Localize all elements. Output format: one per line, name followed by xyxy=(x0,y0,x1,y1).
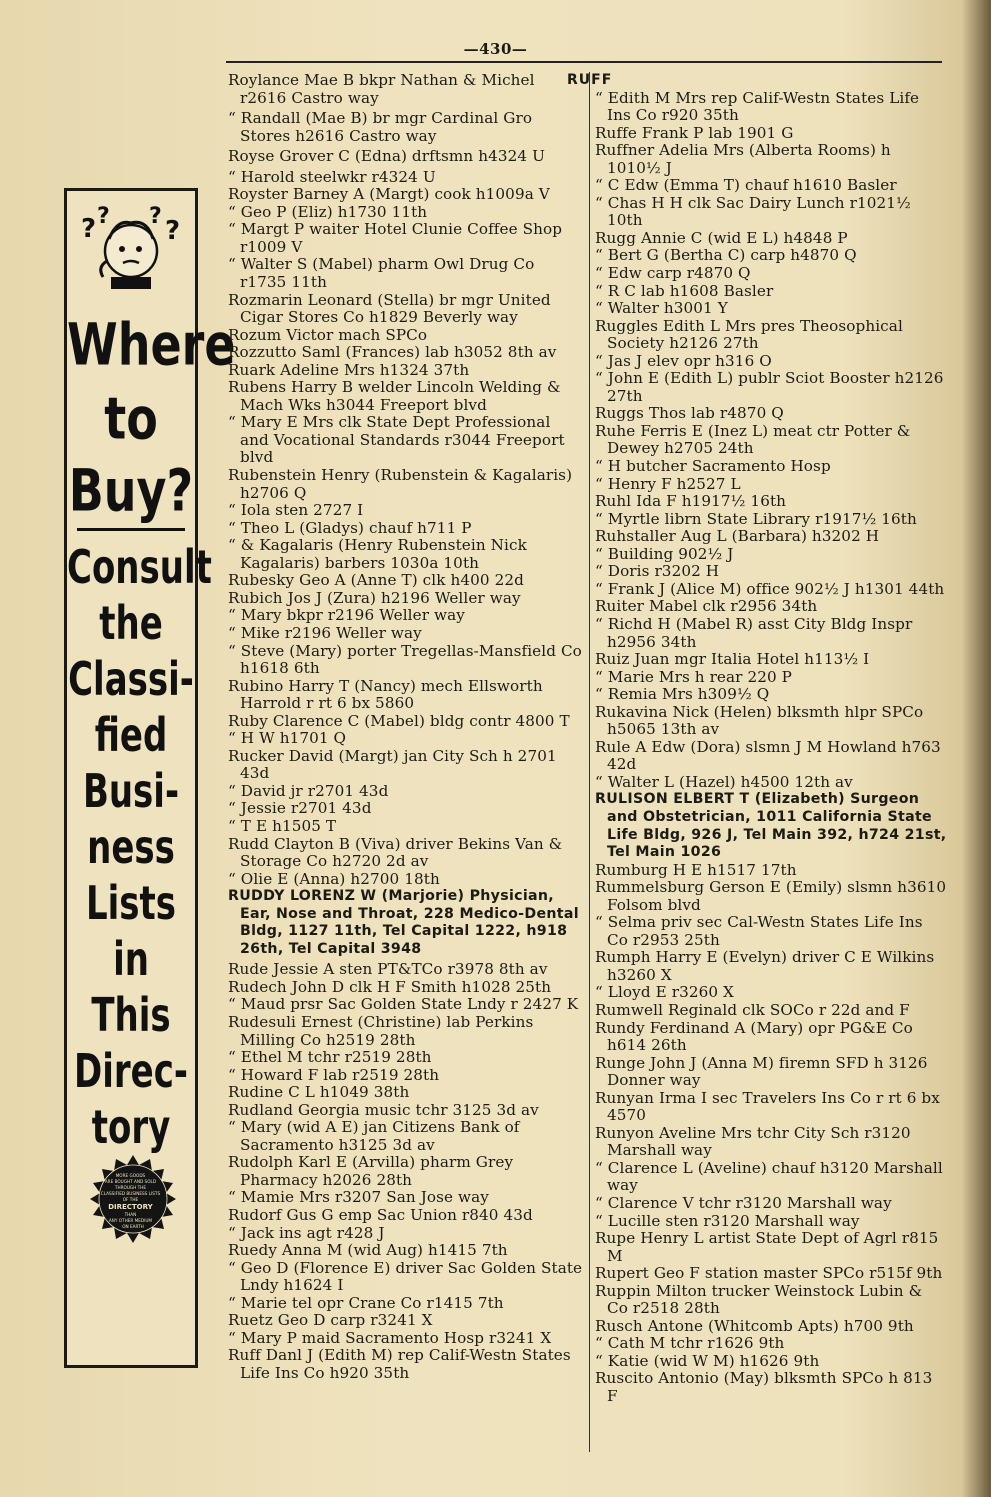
seal-line: MORE GOODS xyxy=(115,1173,146,1178)
listing-entry: Ruhl Ida F h1917½ 16th xyxy=(595,492,787,511)
listing-entry: Rozum Victor mach SPCo xyxy=(228,325,428,344)
listing-entry: “ Henry F h2527 L xyxy=(595,474,741,493)
listing-entry: “ Building 902½ J xyxy=(595,544,734,563)
seal-line: OF THE xyxy=(122,1197,139,1202)
listing-entry: Rubesky Geo A (Anne T) clk h400 22d xyxy=(228,571,524,590)
listing-entry: Ruhe Ferris E (Inez L) meat ctr Potter & Dewey h2705 24th xyxy=(595,421,911,458)
listing-entry: “ Edw carp r4870 Q xyxy=(595,264,751,283)
listing-entry: “ Doris r3202 H xyxy=(595,562,720,581)
listing-entry: “ Lloyd E r3260 X xyxy=(595,983,734,1002)
page-number: —430— xyxy=(463,40,528,58)
directory-column-right xyxy=(567,72,947,1457)
listing-entry: “ Mary bkpr r2196 Weller way xyxy=(228,606,465,625)
listing-entry: “ Ethel M tchr r2519 28th xyxy=(228,1048,432,1067)
running-heading: RUFF xyxy=(567,72,613,88)
svg-text:?: ? xyxy=(149,204,162,229)
featured-listing-entry: RULISON ELBERT T (Elizabeth) Surgeon and Obstetrician, 1011 California State Life Bldg, 926 J, Tel Main 392, h724 21st, Tel Main 1026 xyxy=(595,791,947,861)
listing-entry: Rozmarin Leonard (Stella) br mgr United Cigar Stores Co h1829 Beverly way xyxy=(228,290,551,327)
listing-entry: Rummelsburg Gerson E (Emily) slsmn h3610 Folsom blvd xyxy=(595,878,947,914)
listing-entry: “ Richd H (Mabel R) asst City Bldg Inspr h2956 34th xyxy=(595,614,913,651)
listing-entry: Rudd Clayton B (Viva) driver Bekins Van & Storage Co h2720 2d av xyxy=(228,834,563,871)
listing-entry: “ Jack ins agt r428 J xyxy=(228,1223,385,1242)
listing-entry: Ruiter Mabel clk r2956 34th xyxy=(595,597,818,616)
ad-body-line: Classi- xyxy=(68,653,194,708)
listing-entry: “ Theo L (Gladys) chauf h711 P xyxy=(228,518,472,537)
listing-entry: Royster Barney A (Margt) cook h1009a V xyxy=(228,185,550,204)
listing-entry: “ Marie Mrs h rear 220 P xyxy=(595,667,792,686)
listing-entry: Royse Grover C (Edna) drftsmn h4324 U xyxy=(228,147,546,166)
listing-entry: “ Mary (wid A E) jan Citizens Bank of Sacramento h3125 3d av xyxy=(228,1118,520,1154)
listing-entry: “ Walter h3001 Y xyxy=(595,299,728,318)
listing-entry: Rozzutto Saml (Frances) lab h3052 8th av xyxy=(228,343,557,362)
listing-entry: “ Maud prsr Sac Golden State Lndy r 2427 K xyxy=(228,995,579,1014)
listing-entry: “ Mary P maid Sacramento Hosp r3241 X xyxy=(228,1328,552,1347)
listing-entry: “ T E h1505 T xyxy=(228,816,337,835)
listing-entry: Runyon Aveline Mrs tchr City Sch r3120 Marshall way xyxy=(595,1123,911,1160)
seal-line: THROUGH THE xyxy=(114,1185,146,1190)
listing-entry: Rubens Harry B welder Lincoln Welding & Mach Wks h3044 Freeport blvd xyxy=(228,378,561,414)
listing-entry: Ruark Adeline Mrs h1324 37th xyxy=(228,360,470,379)
listing-entry: Ruggs Thos lab r4870 Q xyxy=(595,404,784,423)
listing-entry: Rude Jessie A sten PT&TCo r3978 8th av xyxy=(228,960,548,979)
puzzled-mascot-icon xyxy=(77,201,185,293)
listing-entry: Rule A Edw (Dora) slsmn J M Howland h763 42d xyxy=(595,737,941,774)
listing-entry: Rubich Jos J (Zura) h2196 Weller way xyxy=(228,588,521,607)
listing-entry: “ Clarence V tchr r3120 Marshall way xyxy=(595,1194,892,1212)
seal-line: ON EARTH xyxy=(122,1224,144,1229)
listing-entry: “ Mary E Mrs clk State Dept Professional and Vocational Standards r3044 Freeport blvd xyxy=(228,413,565,467)
listing-entry: Ruppin Milton trucker Weinstock Lubin & Co r2518 28th xyxy=(595,1281,923,1318)
listing-entry: “ Frank J (Alice M) office 902½ J h1301 44th xyxy=(595,579,945,598)
ad-headline-line: Buy? xyxy=(68,456,194,525)
ad-body-line: tory xyxy=(91,1101,171,1156)
listing-entry: “ & Kagalaris (Henry Rubenstein Nick Kagalaris) barbers 1030a 10th xyxy=(228,536,527,572)
listing-entry: Rubenstein Henry (Rubenstein & Kagalaris) h2706 Q xyxy=(228,466,573,502)
listing-entry: “ Clarence L (Aveline) chauf h3120 Marshall way xyxy=(595,1158,943,1195)
listing-entry: Rundy Ferdinand A (Mary) opr PG&E Co h614 26th xyxy=(595,1018,913,1055)
listing-entry: “ Howard F lab r2519 28th xyxy=(228,1065,440,1084)
listing-entry: “ Edith M Mrs rep Calif-Westn States Life Ins Co r920 35th xyxy=(595,88,920,125)
listing-entry: “ Cath M tchr r1626 9th xyxy=(595,1334,785,1353)
listing-entry: Roylance Mae B bkpr Nathan & Michel r2616 Castro way xyxy=(228,71,535,107)
listing-entry: “ Jas J elev opr h316 O xyxy=(595,351,772,370)
listing-entry: Rumburg H E h1517 17th xyxy=(595,860,797,879)
ad-body-line: Consult xyxy=(67,541,212,596)
listing-entry: “ Chas H H clk Sac Dairy Lunch r1021½ 10th xyxy=(595,193,911,230)
listing-entry: “ H W h1701 Q xyxy=(228,729,347,748)
listing-entry: Runge John J (Anna M) firemn SFD h 3126 Donner way xyxy=(595,1053,928,1090)
listing-entry: Rupert Geo F station master SPCo r515f 9th xyxy=(595,1264,943,1283)
listing-entry: Ruggles Edith L Mrs pres Theosophical Society h2126 27th xyxy=(595,316,903,353)
seal-line: THAN xyxy=(124,1212,137,1217)
listing-entry: Ruiz Juan mgr Italia Hotel h113½ I xyxy=(595,650,870,669)
listing-entry: “ Iola sten 2727 I xyxy=(228,501,364,520)
listing-entry: “ Mike r2196 Weller way xyxy=(228,623,422,642)
listing-entry: “ Myrtle librn State Library r1917½ 16th xyxy=(595,509,917,528)
listing-entry: “ Lucille sten r3120 Marshall way xyxy=(595,1211,860,1230)
svg-text:?: ? xyxy=(165,216,181,246)
listing-entry: “ Harold steelwkr r4324 U xyxy=(228,167,436,186)
listing-entry: Rucker David (Margt) jan City Sch h 2701 43d xyxy=(228,746,557,783)
sidebar-advertisement xyxy=(64,188,236,1368)
ad-body-line: This xyxy=(91,989,171,1044)
listing-entry: Ruby Clarence C (Mabel) bldg contr 4800 T xyxy=(228,711,570,730)
listing-entry: “ Margt P waiter Hotel Clunie Coffee Shop r1009 V xyxy=(228,220,563,256)
listing-entry: “ Randall (Mae B) br mgr Cardinal Gro Stores h2616 Castro way xyxy=(228,109,533,145)
listing-entry: “ Geo D (Florence E) driver Sac Golden State Lndy h1624 I xyxy=(228,1258,583,1295)
ad-body-line: in xyxy=(113,933,149,988)
listing-entry: “ John E (Edith L) publr Sciot Booster h2126 27th xyxy=(595,369,944,405)
listing-entry: Ruedy Anna M (wid Aug) h1415 7th xyxy=(228,1241,508,1260)
listing-entry: “ C Edw (Emma T) chauf h1610 Basler xyxy=(595,176,897,195)
directory-seal-icon xyxy=(87,1153,179,1245)
svg-text:?: ? xyxy=(97,204,110,229)
listing-entry: “ Katie (wid W M) h1626 9th xyxy=(595,1351,820,1370)
listing-entry: “ Geo P (Eliz) h1730 11th xyxy=(228,202,428,221)
seal-line: ARE BOUGHT AND SOLD xyxy=(104,1179,157,1184)
ad-body-line: Busi- xyxy=(82,765,180,820)
listing-entry: Rumph Harry E (Evelyn) driver C E Wilkins h3260 X xyxy=(595,948,935,984)
svg-text:?: ? xyxy=(81,214,97,244)
listing-entry: Rubino Harry T (Nancy) mech Ellsworth Harrold r rt 6 bx 5860 xyxy=(228,676,543,713)
listing-entry: Ruscito Antonio (May) blksmth SPCo h 813 F xyxy=(595,1369,933,1406)
listing-entry: Ruffe Frank P lab 1901 G xyxy=(595,123,794,142)
listing-entry: “ Walter L (Hazel) h4500 12th av xyxy=(595,772,853,791)
listing-entry: Rudorf Gus G emp Sac Union r840 43d xyxy=(228,1206,533,1224)
listing-entry: “ Bert G (Bertha C) carp h4870 Q xyxy=(595,246,857,265)
listing-entry: Rudine C L h1049 38th xyxy=(228,1083,410,1102)
listing-entry: Rudech John D clk H F Smith h1028 25th xyxy=(228,977,552,996)
ad-body-line: Lists xyxy=(85,877,177,932)
listing-entry: Ruhstaller Aug L (Barbara) h3202 H xyxy=(595,527,880,546)
listing-entry: Runyan Irma I sec Travelers Ins Co r rt 6 bx 4570 xyxy=(595,1088,940,1125)
featured-listing-entry: RUDDY LORENZ W (Marjorie) Physician, Ear, Nose and Throat, 228 Medico-Dental Bldg, 1127 11th, Tel Capital 1222, h918 26th, Tel Capital 3948 xyxy=(228,888,579,957)
ad-body-line: Direc- xyxy=(74,1045,188,1100)
seal-line: CLASSIFIED BUSINESS LISTS xyxy=(100,1191,161,1196)
listing-entry: “ David jr r2701 43d xyxy=(228,781,389,800)
seal-line: DIRECTORY xyxy=(108,1203,153,1211)
ad-headline-line: Where xyxy=(67,310,236,379)
listing-entry: Rudesuli Ernest (Christine) lab Perkins Milling Co h2519 28th xyxy=(228,1012,534,1049)
ad-body-line: the xyxy=(99,597,163,652)
listing-entry: “ Olie E (Anna) h2700 18th xyxy=(228,869,440,888)
listing-entry: “ Steve (Mary) porter Tregellas-Mansfield Co h1618 6th xyxy=(228,641,582,678)
listing-entry: “ R C lab h1608 Basler xyxy=(595,281,774,300)
listing-entry: Rukavina Nick (Helen) blksmth hlpr SPCo h5065 13th av xyxy=(595,702,924,739)
listing-entry: “ Jessie r2701 43d xyxy=(228,799,372,818)
listing-entry: “ Walter S (Mabel) pharm Owl Drug Co r1735 11th xyxy=(228,255,535,292)
header-rule xyxy=(226,61,942,63)
ad-headline-line: to xyxy=(104,384,158,453)
ad-divider xyxy=(77,528,185,531)
listing-entry: Rugg Annie C (wid E L) h4848 P xyxy=(595,228,848,247)
ad-body-line: ness xyxy=(87,821,175,876)
listing-entry: Ruffner Adelia Mrs (Alberta Rooms) h 1010½ J xyxy=(595,141,891,177)
ad-body-line: fied xyxy=(94,709,168,764)
listing-entry: Rumwell Reginald clk SOCo r 22d and F xyxy=(595,1000,910,1019)
listing-entry: “ Selma priv sec Cal-Westn States Life Ins Co r2953 25th xyxy=(595,913,923,949)
directory-column-left xyxy=(228,72,584,1457)
listing-entry: Rupe Henry L artist State Dept of Agrl r815 M xyxy=(595,1229,939,1265)
seal-line: ANY OTHER MEDIUM xyxy=(108,1218,153,1223)
listing-entry: “ Remia Mrs h309½ Q xyxy=(595,685,770,704)
listing-entry: Ruff Danl J (Edith M) rep Calif-Westn States Life Ins Co h920 35th xyxy=(228,1346,571,1382)
listing-entry: Ruetz Geo D carp r3241 X xyxy=(228,1311,433,1330)
listing-entry: Rudland Georgia music tchr 3125 3d av xyxy=(228,1100,539,1119)
listing-entry: “ Mamie Mrs r3207 San Jose way xyxy=(228,1188,489,1207)
listing-entry: “ Marie tel opr Crane Co r1415 7th xyxy=(228,1293,504,1312)
listing-entry: Rudolph Karl E (Arvilla) pharm Grey Pharmacy h2026 28th xyxy=(228,1153,514,1189)
listing-entry: Rusch Antone (Whitcomb Apts) h700 9th xyxy=(595,1316,914,1335)
listing-entry: “ H butcher Sacramento Hosp xyxy=(595,457,831,476)
